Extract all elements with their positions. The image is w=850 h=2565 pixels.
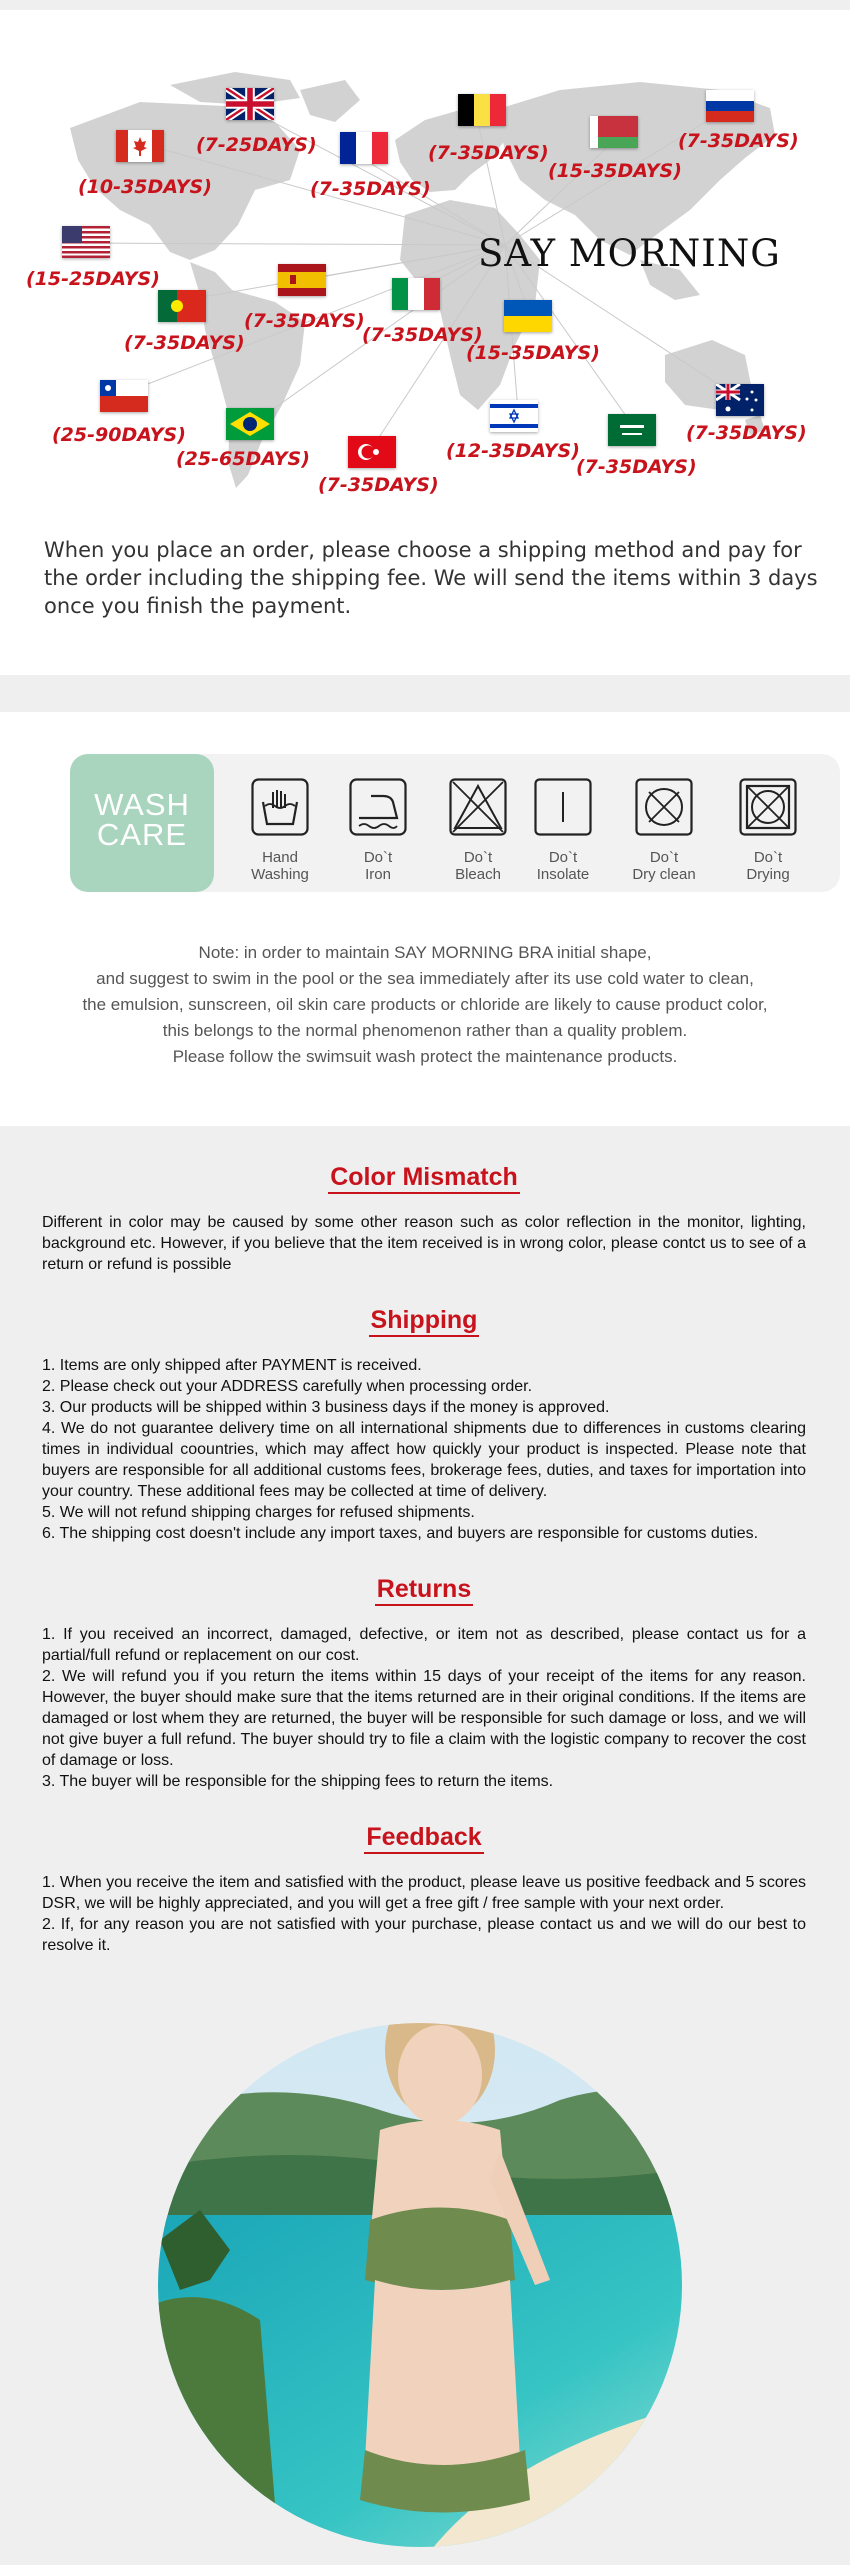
portugal-days-label: (7-35DAYS) [124, 332, 245, 354]
care-dont-dry-clean [614, 778, 714, 883]
care-dont-iron [328, 778, 428, 883]
canada-flag-icon [116, 130, 164, 162]
belgium-days-label: (7-35DAYS) [428, 142, 549, 164]
feedback-body [42, 1872, 806, 1956]
brazil-flag-icon [226, 408, 274, 440]
feedback-line: 1. When you receive the item and satisfied with the product, please leave us positive feedback and 5 scores DSR, we will be highly appreciated, and you will get a free gift / free sample with your next order. [42, 1874, 806, 1912]
france-days-label: (7-35DAYS) [310, 178, 431, 200]
shipping-title: Shipping [42, 1305, 806, 1335]
iron-icon [349, 778, 407, 836]
portugal-flag-icon [158, 290, 206, 322]
belarus-days-label: (15-35DAYS) [548, 160, 682, 182]
brand-logo-text: SAY MORNING [478, 232, 781, 275]
israel-days-label: (12-35DAYS) [446, 440, 580, 462]
model-beach-photo [140, 1980, 710, 2565]
wash-note-line: this belongs to the normal phenomenon rather than a quality problem. [162, 1021, 688, 1040]
care-label-hand-washing: Hand Washing [251, 849, 309, 883]
wash-badge-line2: CARE [96, 817, 188, 852]
belarus-flag-icon [590, 116, 638, 148]
chile-flag-icon [100, 380, 148, 412]
russia-days-label: (7-35DAYS) [678, 130, 799, 152]
wash-care-note [40, 940, 810, 1070]
shipping-block [42, 1305, 806, 1544]
australia-days-label: (7-35DAYS) [686, 422, 807, 444]
saudi-days-label: (7-35DAYS) [576, 456, 697, 478]
spain-days-label: (7-35DAYS) [244, 310, 365, 332]
shipping-line: 6. The shipping cost doesn't include any import taxes, and buyers are responsible for customs duties. [42, 1525, 759, 1542]
care-label-drying: Do`t Drying [746, 849, 790, 883]
spain-flag-icon [278, 264, 326, 296]
no-dry-clean-icon [635, 778, 693, 836]
wash-badge-line1: WASH [94, 787, 190, 822]
italy-flag-icon [392, 278, 440, 310]
hand-wash-icon [251, 778, 309, 836]
shipping-line: 3. Our products will be shipped within 3 business days if the money is approved. [42, 1399, 610, 1416]
care-dont-drying [718, 778, 818, 883]
chile-days-label: (25-90DAYS) [52, 424, 186, 446]
care-label-bleach: Do`t Bleach [455, 849, 501, 883]
australia-flag-icon [716, 384, 764, 416]
no-bleach-icon [449, 778, 507, 836]
wash-note-line: and suggest to swim in the pool or the sea immediately after its use cold water to clean, [96, 969, 754, 988]
care-label-dry-clean: Do`t Dry clean [632, 849, 696, 883]
usa-flag-icon [62, 226, 110, 258]
uk-flag-icon [226, 88, 274, 120]
returns-title: Returns [42, 1574, 806, 1604]
shipping-line: 4. We do not guarantee delivery time on all international shipments due to differences in customs clearing times in individual coountries, which may affect how quickly your product is inspected. Please note that buyers are responsible for all additional customs fees, brokerage fees, duties, and taxes for importation into your country. These additional fees may be collected at time of delivery. [42, 1420, 806, 1500]
brazil-days-label: (25-65DAYS) [176, 448, 310, 470]
returns-line: 2. We will refund you if you return the items within 15 days of your receipt of the items for any reason. However, the buyer should make sure that the items returned are in their original conditions. If the items are damaged or lost whem they are returned, the buyer will be responsible for such damage or loss, and we will not give buyer a full refund. The buyer should try to file a claim with the logistic company to recover the cost of damage or loss. [42, 1668, 806, 1769]
feedback-line: 2. If, for any reason you are not satisfied with your purchase, please contact us and we will do our best to resolve it. [42, 1916, 806, 1954]
care-hand-washing [230, 778, 330, 883]
russia-flag-icon [706, 90, 754, 122]
wash-care-badge [70, 754, 214, 892]
uk-days-label: (7-25DAYS) [196, 134, 317, 156]
returns-line: 3. The buyer will be responsible for the shipping fees to return the items. [42, 1773, 554, 1790]
wash-note-line: Note: in order to maintain SAY MORNING BRA initial shape, [198, 943, 652, 962]
color-mismatch-title: Color Mismatch [42, 1162, 806, 1192]
shipping-body [42, 1355, 806, 1544]
shipping-line: 5. We will not refund shipping charges for refused shipments. [42, 1504, 475, 1521]
usa-days-label: (15-25DAYS) [26, 268, 160, 290]
israel-flag-icon [490, 400, 538, 432]
returns-line: 1. If you received an incorrect, damaged, defective, or item not as described, please contact us for a partial/full refund or replacement on our cost. [42, 1626, 806, 1664]
canada-days-label: (10-35DAYS) [78, 176, 212, 198]
saudi-flag-icon [608, 414, 656, 446]
france-flag-icon [340, 132, 388, 164]
shipping-line: 1. Items are only shipped after PAYMENT is received. [42, 1357, 422, 1374]
turkey-flag-icon [348, 436, 396, 468]
care-dont-insolate [513, 778, 613, 883]
returns-body [42, 1624, 806, 1792]
care-label-insolate: Do`t Insolate [536, 849, 590, 883]
shipping-method-note: When you place an order, please choose a shipping method and pay for the order including the shipping fee. We will send the items within 3 days once you finish the payment. [44, 538, 818, 618]
shipping-line: 2. Please check out your ADDRESS carefully when processing order. [42, 1378, 533, 1395]
no-tumble-dry-icon [739, 778, 797, 836]
wash-note-line: Please follow the swimsuit wash protect the maintenance products. [172, 1047, 678, 1066]
feedback-block [42, 1822, 806, 1956]
policy-section [42, 1126, 806, 1956]
turkey-days-label: (7-35DAYS) [318, 474, 439, 496]
ukraine-flag-icon [504, 300, 552, 332]
color-mismatch-body: Different in color may be caused by some other reason such as color reflection in the monitor, lighting, background etc. However, if you believe that the item received is in wrong color, please contct us to see of a return or refund is possible [42, 1214, 806, 1273]
wash-care-section [0, 712, 850, 1126]
wash-note-line: the emulsion, sunscreen, oil skin care products or chloride are likely to cause product color, [82, 995, 768, 1014]
no-insolate-icon [534, 778, 592, 836]
color-mismatch-block [42, 1162, 806, 1275]
belgium-flag-icon [458, 94, 506, 126]
shipping-map-section [0, 10, 850, 675]
returns-block [42, 1574, 806, 1792]
care-label-iron: Do`t Iron [363, 849, 393, 883]
ukraine-days-label: (15-35DAYS) [466, 342, 600, 364]
italy-days-label: (7-35DAYS) [362, 324, 483, 346]
feedback-title: Feedback [42, 1822, 806, 1852]
